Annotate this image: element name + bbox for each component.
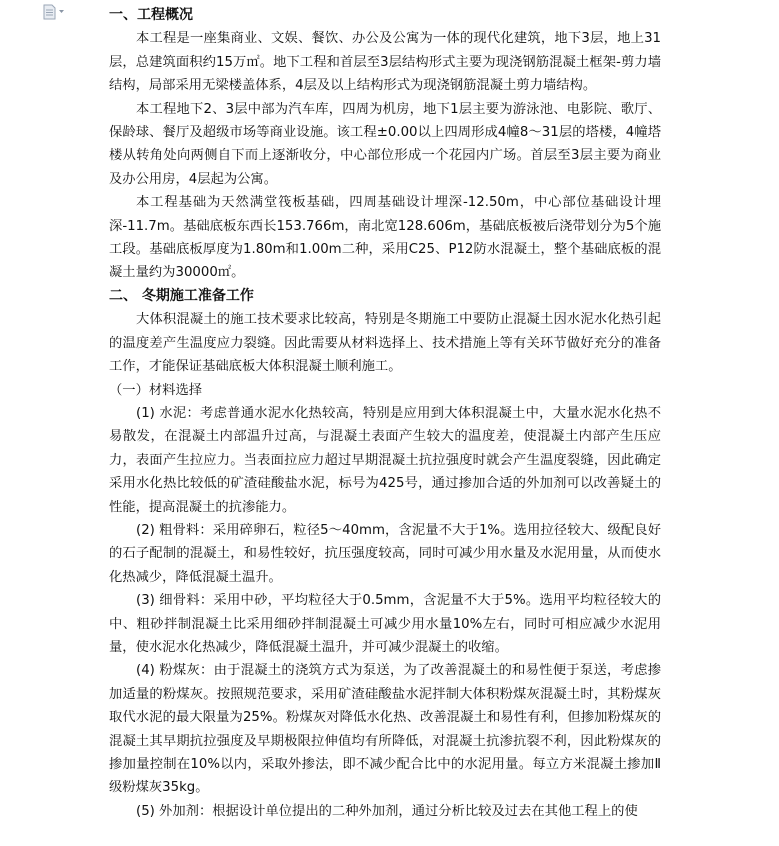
paragraph: (3) 细骨料：采用中砂，平均粒径大于0.5mm，含泥量不大于5%。选用平均粒径较大的中、粗砂拌制混凝土比采用细砂拌制混凝土可减少用水量10%左右，同时可相应减少水泥用量，使水泥水化热减少，降低混凝土温升，并可减少混凝土的收缩。	[109, 593, 661, 655]
paragraph: 大体积混凝土的施工技术要求比较高，特别是冬期施工中要防止混凝土因水泥水化热引起的温度差产生温度应力裂缝。因此需要从材料选择上、技术措施上等有关环节做好充分的准备工作，才能保证基础底板大体积混凝土顺利施工。	[109, 312, 661, 375]
subsection-heading: （一）材料选择	[109, 382, 203, 398]
section-heading-overview: 一、工程概况	[109, 7, 193, 23]
section-heading-winter-prep: 二、 冬期施工准备工作	[109, 287, 254, 304]
paragraph: (1) 水泥：考虑普通水泥水化热较高，特别是应用到大体积混凝土中，大量水泥水化热不易散发，在混凝土内部温升过高，与混凝土表面产生较大的温度差，使混凝土内部产生压应力，表面产生拉应力。当表面拉应力超过早期混凝土抗拉强度时就会产生温度裂缝，因此确定采用水化热比较低的矿渣硅酸盐水泥，标号为425号，通过掺加合适的外加剂可以改善疑土的性能，提高混凝土的抗渗能力。	[109, 405, 661, 515]
document-body	[109, 4, 661, 823]
paragraph: 本工程地下2、3层中部为汽车库，四周为机房，地下1层主要为游泳池、电影院、歌厅、保龄球、餐厅及超级市场等商业设施。该工程±0.00以上四周形成4幢8～31层的塔楼，4幢塔楼从转角处向两侧自下而上逐渐收分，中心部位形成一个花园内广场。首层至3层主要为商业及办公用房，4层起为公寓。	[109, 101, 661, 187]
paragraph: (2) 粗骨料：采用碎卵石，粒径5～40mm，含泥量不大于1%。选用拉径较大、级配良好的石子配制的混凝土，和易性较好，抗压强度较高，同时可减少用水量及水泥用量，从而使水化热减少，降低混凝土温升。	[109, 522, 661, 585]
paragraph: 本工程是一座集商业、文娱、餐饮、办公及公寓为一体的现代化建筑，地下3层，地上31层，总建筑面积约15万㎡。地下工程和首层至3层结构形式主要为现浇钢筋混凝土框架-剪力墙结构，局部采用无梁楼盖体系，4层及以上结构形式为现浇钢筋混凝土剪力墙结构。	[109, 31, 661, 94]
paragraph: (4) 粉煤灰：由于混凝土的浇筑方式为泵送，为了改善混凝土的和易性便于泵送，考虑掺加适量的粉煤灰。按照规范要求，采用矿渣硅酸盐水泥拌制大体积粉煤灰混凝土时，其粉煤灰取代水泥的最大限量为25%。粉煤灰对降低水化热、改善混凝土和易性有利，但掺加粉煤灰的混凝土其早期抗拉强度及早期极限拉伸值均有所降低，对混凝土抗渗抗裂不利，因此粉煤灰的掺加量控制在10%以内，采取外掺法，即不减少配合比中的水泥用量。每立方米混凝土掺加Ⅱ级粉煤灰35kg。	[109, 663, 661, 796]
document-icon[interactable]	[42, 4, 66, 20]
paragraph: (5) 外加剂：根据设计单位提出的二种外加剂，通过分析比较及过去在其他工程上的使	[136, 803, 638, 819]
paragraph: 本工程基础为天然满堂筏板基础，四周基础设计埋深-12.50m，中心部位基础设计埋深-11.7m。基础底板东西长153.766m，南北宽128.606m，基础底板被后浇带划分为5个施工段。基础底板厚度为1.80m和1.00m二种，采用C25、P12防水混凝土，整个基础底板的混凝土量约为30000㎡。	[109, 195, 661, 281]
